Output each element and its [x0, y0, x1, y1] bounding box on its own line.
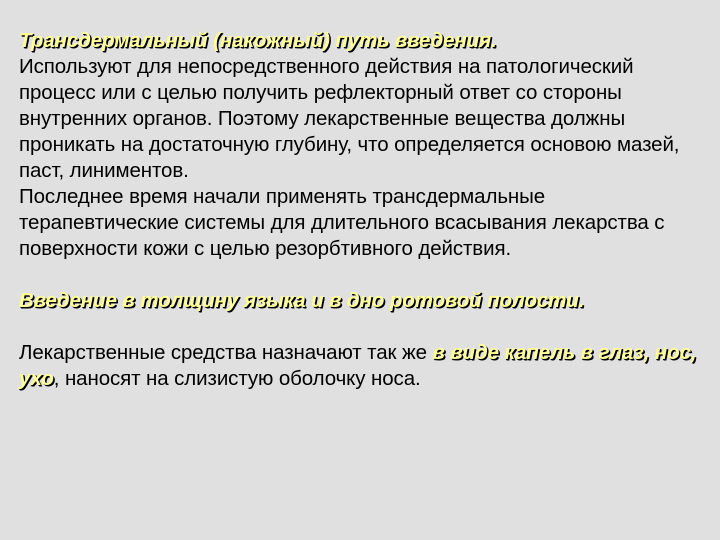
paragraph-drops: [19, 340, 709, 392]
slide-content: [19, 28, 709, 392]
section-heading-transdermal: Трансдермальный (накожный) путь введения.: [19, 29, 497, 52]
drops-text-after: , наносят на слизистую оболочку носа.: [53, 367, 421, 390]
paragraph-transdermal-systems: Последнее время начали применять трансдермальные терапевтические системы для длительного всасывания лекарства с поверхности кожи с целью резорбтивного действия.: [19, 185, 665, 260]
spacer: [19, 314, 709, 340]
spacer: [19, 262, 709, 288]
paragraph-transdermal-usage: Используют для непосредственного действия на патологический процесс или с целью получить рефлекторный ответ со стороны внутренних органов. Поэтому лекарственные вещества должны проникать на достаточную глубину, что определяется основою мазей, паст, линиментов.: [19, 55, 680, 182]
section-heading-sublingual: Введение в толщину языка и в дно ротовой полости.: [19, 289, 585, 312]
drops-text-before: Лекарственные средства назначают так же: [19, 341, 433, 364]
drops-highlight: в виде капель в глаз, нос, ухо: [19, 341, 697, 390]
